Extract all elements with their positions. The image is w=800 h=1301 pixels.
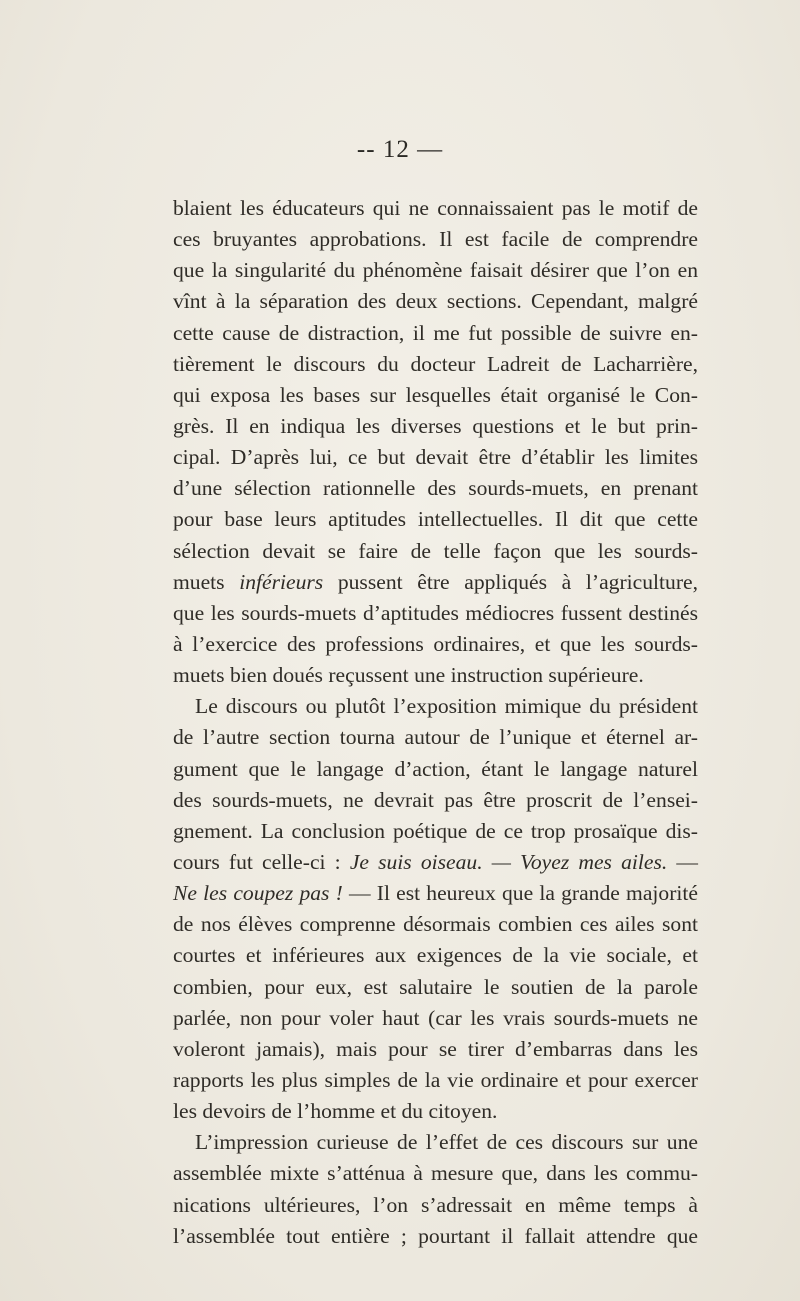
italic-text: Je suis oiseau. — Voyez mes ailes. xyxy=(349,849,668,874)
italic-text: Ne les coupez pas ! xyxy=(173,881,343,906)
text-line xyxy=(173,567,698,598)
text-line: que les sourds-muets d’aptitudes médiocres fussent destinés xyxy=(173,600,698,625)
text-line: cipal. D’après lui, ce but devait être d’établir les limites xyxy=(173,445,698,470)
text-line: tièrement le discours du docteur Ladreit de Lacharrière, xyxy=(173,351,698,376)
text-line: l’assemblée tout entière ; pourtant il fallait attendre que xyxy=(173,1223,698,1248)
text-line: muets bien doués reçussent une instruction supérieure. xyxy=(173,663,644,688)
text-line: que la singularité du phénomène faisait désirer que l’on en xyxy=(173,258,698,283)
line-text: cours fut celle-ci : xyxy=(173,849,350,874)
text-line: gnement. La conclusion poétique de ce trop prosaïque dis- xyxy=(173,818,698,843)
italic-text: inférieurs xyxy=(239,569,324,594)
body-text xyxy=(173,193,698,1252)
page-number-header: -- 12 — xyxy=(356,136,444,163)
line-text: — xyxy=(667,849,698,874)
text-line: ces bruyantes approbations. Il est facile de comprendre xyxy=(173,227,698,252)
text-line: blaient les éducateurs qui ne connaissaient pas le motif de xyxy=(173,196,698,220)
line-text: — Il est heureux que la grande majorité xyxy=(342,881,698,906)
text-line: sélection devait se faire de telle façon que les sourds- xyxy=(173,538,698,563)
text-line: parlée, non pour voler haut (car les vrais sourds-muets ne xyxy=(173,1005,698,1030)
text-line: vînt à la séparation des deux sections. Cependant, malgré xyxy=(173,289,698,314)
text-line: d’une sélection rationnelle des sourds-muets, en prenant xyxy=(173,476,698,501)
text-line: L’impression curieuse de l’effet de ces discours sur une xyxy=(195,1130,698,1155)
text-line: voleront jamais), mais pour se tirer d’embarras dans les xyxy=(173,1036,698,1061)
text-line: rapports les plus simples de la vie ordinaire et pour exercer xyxy=(173,1067,698,1092)
text-line: combien, pour eux, est salutaire le soutien de la parole xyxy=(173,974,698,999)
text-line xyxy=(173,878,698,909)
text-line: de nos élèves comprenne désormais combien ces ailes sont xyxy=(173,912,698,937)
text-line: Le discours ou plutôt l’exposition mimique du président xyxy=(195,694,698,719)
text-line: qui exposa les bases sur lesquelles était organisé le Con- xyxy=(173,382,698,407)
text-line: à l’exercice des professions ordinaires, et que les sourds- xyxy=(173,631,698,656)
text-line: assemblée mixte s’atténua à mesure que, dans les commu- xyxy=(173,1161,698,1186)
text-line: les devoirs de l’homme et du citoyen. xyxy=(173,1099,498,1124)
line-text: muets xyxy=(173,569,240,594)
text-line: des sourds-muets, ne devrait pas être proscrit de l’ensei- xyxy=(173,787,698,812)
text-line: cette cause de distraction, il me fut possible de suivre en- xyxy=(173,320,698,345)
text-line: gument que le langage d’action, étant le langage naturel xyxy=(173,756,698,781)
text-line xyxy=(173,847,698,878)
text-line: grès. Il en indiqua les diverses questions et le but prin- xyxy=(173,413,698,438)
text-line: nications ultérieures, l’on s’adressait en même temps à xyxy=(173,1192,698,1217)
text-line: pour base leurs aptitudes intellectuelles. Il dit que cette xyxy=(173,507,698,532)
text-line: de l’autre section tourna autour de l’unique et éternel ar- xyxy=(173,725,698,750)
text-line: courtes et inférieures aux exigences de la vie sociale, et xyxy=(173,943,698,968)
line-text: pussent être appliqués à l’agriculture, xyxy=(323,569,698,594)
